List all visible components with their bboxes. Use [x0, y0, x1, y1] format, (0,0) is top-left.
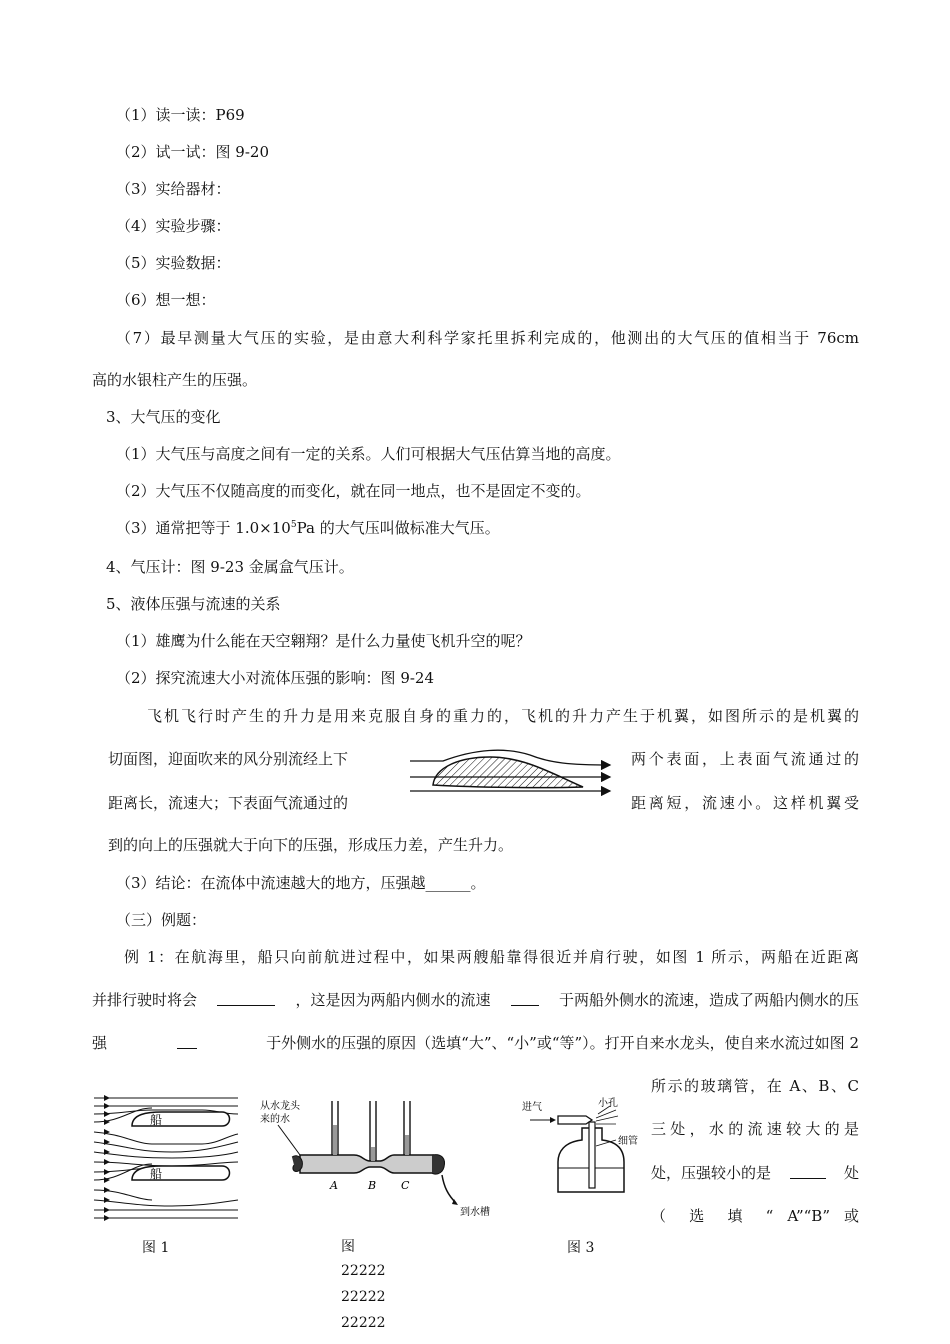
air-nozzle [558, 1116, 592, 1124]
wing-cross-section-figure [405, 745, 620, 805]
caption-figure-2-num-2: 22222 [341, 1289, 386, 1305]
example-1-right-3a: 处，压强较小的是 [651, 1164, 772, 1182]
conclusion-end: 。 [470, 874, 486, 892]
section-3-item-3 [116, 517, 500, 538]
conclusion [116, 872, 486, 893]
caption-figure-2-num-1: 22222 [341, 1263, 386, 1279]
section-5-heading: 5、液体压强与流速的关系 [106, 595, 281, 613]
drain-label: 到水槽 [460, 1207, 490, 1218]
section-3-item-1: （1）大气压与高度之间有一定的关系。人们可根据大气压估算当地的高度。 [116, 445, 621, 463]
item-torricelli-cont: 高的水银柱产生的压强。 [92, 371, 258, 389]
caption-figure-2-num-3: 22222 [341, 1315, 386, 1331]
example-1-text-a: 并排行驶时将会 [92, 991, 198, 1009]
answer-blank-3[interactable] [177, 1032, 197, 1049]
answer-blank-2[interactable] [511, 989, 539, 1006]
item-torricelli: （7）最早测量大气压的实验，是由意大利科学家托里拆利完成的，他测出的大气压的值相当于 76cm [116, 329, 859, 347]
example-1-right-2: 三处，水的流速较大的是 [651, 1120, 859, 1138]
water-column-c [405, 1135, 409, 1155]
example-1-line-1: 例 1：在航海里，船只向前航进过程中，如果两艘船靠得很近并肩行驶，如图 1 所示，两船在近距离 [124, 948, 859, 966]
conclusion-text: （3）结论：在流体中流速越大的地方，压强越 [116, 874, 426, 892]
example-1-line-2 [92, 989, 859, 1010]
ship-bottom [132, 1166, 230, 1180]
small-hole-label: 小孔 [598, 1098, 618, 1109]
example-1-right-1: 所示的玻璃管，在 A、B、C [651, 1077, 859, 1095]
wing-paragraph-line-3-right: 距离短，流速小。这样机翼受 [631, 794, 859, 812]
conclusion-blank: ______ [425, 874, 471, 892]
example-1-text-d: 强 [92, 1034, 108, 1052]
wing-paragraph-line-2-right: 两个表面，上表面气流通过的 [631, 750, 859, 768]
answer-blank-4[interactable] [790, 1162, 826, 1179]
wing-paragraph-line-3-left: 距离长，流速大；下表面气流通过的 [108, 794, 349, 812]
caption-figure-3: 图 3 [567, 1240, 595, 1256]
section-5-item-2: （2）探究流速大小对流体压强的影响：图 9-24 [116, 669, 435, 687]
water-column-b [371, 1147, 375, 1161]
thin-tube-label: 细管 [618, 1136, 638, 1147]
item-steps: （4）实验步骤： [116, 217, 231, 235]
standard-pressure-text-a: （3）通常把等于 1.0×10 [116, 519, 291, 537]
example-1-line-3 [92, 1032, 859, 1053]
point-label-b: B [368, 1179, 377, 1192]
answer-blank-1[interactable] [217, 989, 275, 1006]
air-arrowhead [550, 1117, 556, 1123]
standard-pressure-text-b: Pa 的大气压叫做标准大气压。 [296, 519, 500, 537]
item-try: （2）试一试：图 9-20 [116, 143, 270, 161]
wing-paragraph-line-4: 到的向上的压强就大于向下的压强，形成压力差，产生升力。 [108, 836, 514, 854]
wing-paragraph-line-2-left: 切面图，迎面吹来的风分别流经上下 [108, 750, 349, 768]
flow-arrowheads [104, 1095, 110, 1221]
ship-label-bottom: 船 [150, 1167, 163, 1181]
water-source-label-1: 从水龙头 [260, 1101, 300, 1112]
source-pointer [278, 1125, 300, 1155]
thin-tube [589, 1122, 595, 1188]
spray-lines [596, 1110, 618, 1124]
air-inlet-label: 进气 [522, 1102, 542, 1113]
water-column-a [333, 1125, 337, 1155]
tube-outlet [432, 1155, 445, 1174]
examples-heading: （三）例题： [116, 911, 207, 929]
item-data: （5）实验数据： [116, 254, 231, 272]
example-1-right-3b: 处 [843, 1164, 859, 1182]
caption-figure-2: 图 [341, 1239, 355, 1255]
item-think: （6）想一想： [116, 291, 216, 309]
caption-figure-1: 图 1 [142, 1240, 170, 1256]
example-1-right-4: （ 选 填 “ A”“B” 或 [651, 1207, 859, 1225]
wing-paragraph-line-1: 飞机飞行时产生的升力是用来克服自身的重力的，飞机的升力产生于机翼，如图所示的是机翼的 [147, 707, 859, 725]
example-1-text-e: 于外侧水的压强的原因（选填“大”、“小”或“等”）。打开自来水龙头，使自来水流过如图 2 [266, 1034, 859, 1052]
ship-top [132, 1112, 230, 1126]
section-3-heading: 3、大气压的变化 [106, 408, 221, 426]
tube-inlet [292, 1156, 302, 1172]
item-read: （1）读一读：P69 [116, 106, 245, 124]
point-label-a: A [330, 1179, 338, 1192]
ship-label-top: 船 [150, 1113, 163, 1127]
exponent: 5 [290, 520, 297, 530]
wing-shape [433, 757, 583, 788]
example-1-text-c: 于两船外侧水的流速，造成了两船内侧水的压 [558, 991, 859, 1009]
drain-arrow [442, 1175, 456, 1203]
section-4-heading: 4、气压计：图 9-23 金属盒气压计。 [106, 558, 354, 576]
tube-body [300, 1155, 433, 1173]
item-equipment: （3）实给器材： [116, 180, 231, 198]
figure-1-two-ships [92, 1092, 240, 1228]
section-5-item-1: （1）雄鹰为什么能在天空翱翔？是什么力量使飞机升空的呢？ [116, 632, 531, 650]
figure-2-glass-tube [258, 1095, 490, 1220]
example-1-right-3 [651, 1162, 859, 1183]
section-3-item-2: （2）大气压不仅随高度的而变化，就在同一地点，也不是固定不变的。 [116, 482, 591, 500]
figure-3-atomizer [520, 1092, 650, 1197]
point-label-c: C [401, 1179, 410, 1192]
example-1-text-b: ，这是因为两船内侧水的流速 [295, 991, 491, 1009]
water-source-label-2: 来的水 [260, 1114, 290, 1125]
